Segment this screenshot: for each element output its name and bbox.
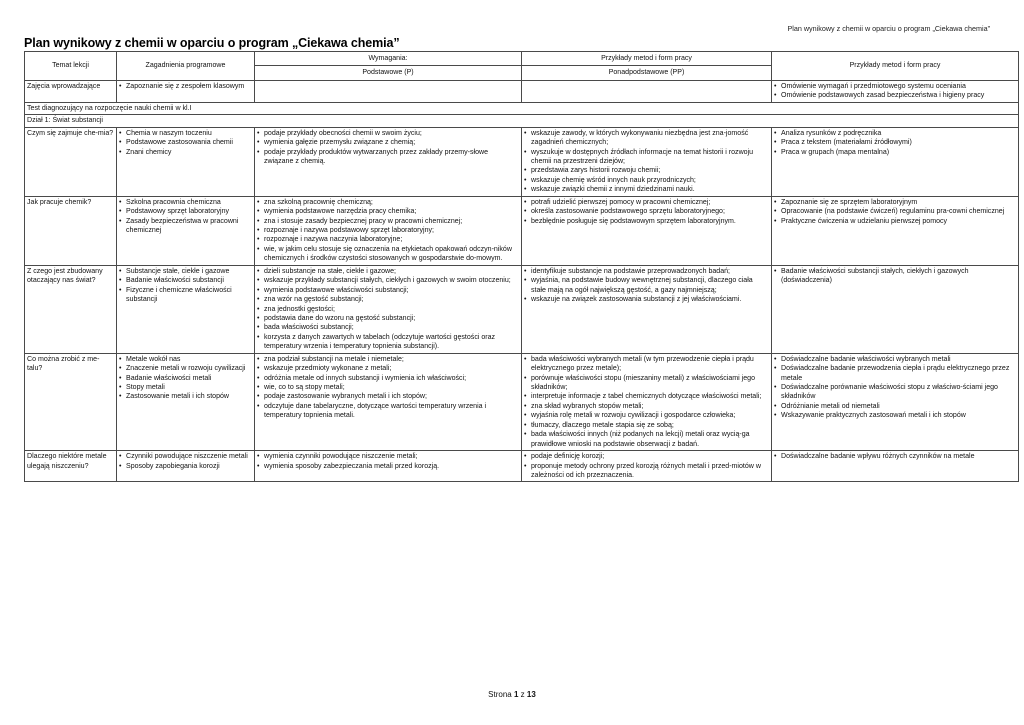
page-title: Plan wynikowy z chemii w oparciu o program „Ciekawa chemia” <box>24 36 400 50</box>
table-row <box>25 265 1019 353</box>
col-header-temat: Temat lekcji <box>25 52 117 81</box>
list-item: • Zastosowanie metali i ich stopów <box>119 392 252 401</box>
list-item: • Doświadczalne badanie wpływu różnych czynników na metale <box>774 452 1016 461</box>
list-item: • potrafi udzielić pierwszej pomocy w pracowni chemicznej; <box>524 198 769 207</box>
list-item: • wymienia podstawowe właściwości substancji; <box>257 286 519 295</box>
table-body-lessons <box>25 127 1019 482</box>
cell-p <box>255 127 522 196</box>
list-item: • wie, co to są stopy metali; <box>257 383 519 392</box>
list-item: • Podstawowe zastosowania chemii <box>119 138 252 147</box>
list-item: • Praca z tekstem (materiałami źródłowymi) <box>774 138 1016 147</box>
list-item: • zna skład wybranych stopów metali; <box>524 402 769 411</box>
list-item: • Zapoznanie się z zespołem klasowym <box>119 82 252 91</box>
list-item: • wie, w jakim celu stosuje się oznaczenia na etykietach opakowań odczyn-ników chemicznych i środków czystości stosowanych w gospodarstwie do-mowym. <box>257 245 519 264</box>
cell-p <box>255 451 522 482</box>
col-header-przyklady-right: Przykłady metod i form pracy <box>772 52 1019 81</box>
list-item: • Zasady bezpieczeństwa w pracowni chemicznej <box>119 217 252 236</box>
bullet-list <box>119 82 252 91</box>
cell-temat: Dlaczego niektóre metale ulegają niszczeniu? <box>25 451 117 482</box>
cell-temat: Co można zrobić z me-talu? <box>25 353 117 450</box>
bullet-list <box>119 355 252 402</box>
list-item: • wymienia podstawowe narzędzia pracy chemika; <box>257 207 519 216</box>
table-body-sections <box>25 102 1019 127</box>
list-item: • zna i stosuje zasady bezpiecznej pracy w pracowni chemicznej; <box>257 217 519 226</box>
list-item: • identyfikuje substancje na podstawie przeprowadzonych badań; <box>524 267 769 276</box>
list-item: • odróżnia metale od innych substancji i wymienia ich właściwości; <box>257 374 519 383</box>
cell-metody <box>772 196 1019 265</box>
list-item: • Badanie właściwości substancji stałych, ciekłych i gazowych (doświadczenia) <box>774 267 1016 286</box>
list-item: • porównuje właściwości stopu (mieszaniny metali) z właściwościami jego składników; <box>524 374 769 393</box>
bullet-list <box>524 452 769 480</box>
bullet-list <box>119 198 252 236</box>
list-item: • odczytuje dane tabelaryczne, dotyczące wartości temperatury wrzenia i temperatury topnienia metali. <box>257 402 519 421</box>
list-item: • wskazuje zawody, w których wykonywaniu niezbędna jest zna-jomość zagadnień chemicznych; <box>524 129 769 148</box>
bullet-list <box>257 198 519 264</box>
list-item: • Opracowanie (na podstawie ćwiczeń) regulaminu pra-cowni chemicznej <box>774 207 1016 216</box>
list-item: • zna szkolną pracownię chemiczną; <box>257 198 519 207</box>
bullet-list <box>774 452 1016 461</box>
list-item: • Szkolna pracownia chemiczna <box>119 198 252 207</box>
bullet-list <box>119 267 252 305</box>
list-item: • wyszukuje w dostępnych źródłach informacje na temat historii i rozwoju chemii na przestrzeni dziejów; <box>524 148 769 167</box>
list-item: • Omówienie podstawowych zasad bezpieczeństwa i higieny pracy <box>774 91 1016 100</box>
footer-page: 1 <box>513 690 519 699</box>
list-item: • podaje przykłady obecności chemii w swoim życiu; <box>257 129 519 138</box>
list-item: • bezbłędnie posługuje się podstawowym sprzętem laboratoryjnym. <box>524 217 769 226</box>
list-item: • Czynniki powodujące niszczenie metali <box>119 452 252 461</box>
bullet-list <box>257 129 519 167</box>
list-item: • określa zastosowanie podstawowego sprzętu laboratoryjnego; <box>524 207 769 216</box>
bullet-list <box>119 452 252 471</box>
cell-zagadnienia <box>117 451 255 482</box>
list-item: • zna podział substancji na metale i niemetale; <box>257 355 519 364</box>
cell-pp <box>522 353 772 450</box>
test-row <box>25 102 1019 114</box>
list-item: • tłumaczy, dlaczego metale stapia się ze sobą; <box>524 421 769 430</box>
cell-metody <box>772 353 1019 450</box>
bullet-list <box>524 129 769 195</box>
list-item: • proponuje metody ochrony przed korozją różnych metali i przed-miotów w zależności od ich przeznaczenia. <box>524 462 769 481</box>
cell-pp <box>522 127 772 196</box>
list-item: • wskazuje chemię wśród innych nauk przyrodniczych; <box>524 176 769 185</box>
cell-p <box>255 196 522 265</box>
table-row <box>25 451 1019 482</box>
cell-zagadnienia <box>117 196 255 265</box>
bullet-list <box>774 198 1016 226</box>
cell-metody <box>772 127 1019 196</box>
footer-total: 13 <box>526 690 536 699</box>
list-item: • wymienia sposoby zabezpieczania metali przed korozją. <box>257 462 519 471</box>
col-header-ponadpodstawowe: Ponadpodstawowe (PP) <box>522 66 772 80</box>
cell-metody <box>772 451 1019 482</box>
cell-pp <box>522 80 772 102</box>
col-header-wymagania: Wymagania: <box>255 52 522 66</box>
table-row <box>25 353 1019 450</box>
list-item: • interpretuje informacje z tabel chemicznych dotyczące właściwości metali; <box>524 392 769 401</box>
table-row <box>25 196 1019 265</box>
list-item: • przedstawia zarys historii rozwoju chemii; <box>524 166 769 175</box>
col-header-zagadnienia: Zagadnienia programowe <box>117 52 255 81</box>
table-row <box>25 80 1019 102</box>
footer-prefix: Strona <box>488 690 512 699</box>
list-item: • wskazuje związki chemii z innymi dziedzinami nauki. <box>524 185 769 194</box>
cell-temat: Z czego jest zbudowany otaczający nas świat? <box>25 265 117 353</box>
bullet-list <box>257 267 519 352</box>
list-item: • zna wzór na gęstość substancji; <box>257 295 519 304</box>
table-body-intro <box>25 80 1019 102</box>
list-item: • wskazuje przykłady substancji stałych, ciekłych i gazowych w swoim otoczeniu; <box>257 276 519 285</box>
list-item: • Analiza rysunków z podręcznika <box>774 129 1016 138</box>
cell-zagadnienia <box>117 127 255 196</box>
list-item: • zna jednostki gęstości; <box>257 305 519 314</box>
bullet-list <box>257 452 519 471</box>
list-item: • wymienia gałęzie przemysłu związane z chemią; <box>257 138 519 147</box>
cell-p <box>255 80 522 102</box>
list-item: • podaje przykłady produktów wytwarzanych przez zakłady przemy-słowe związane z chemią. <box>257 148 519 167</box>
list-item: • Znani chemicy <box>119 148 252 157</box>
list-item: • dzieli substancje na stałe, ciekłe i gazowe; <box>257 267 519 276</box>
col-header-przyklady-mid: Przykłady metod i form pracy <box>522 52 772 66</box>
cell-pp <box>522 196 772 265</box>
list-item: • Chemia w naszym toczeniu <box>119 129 252 138</box>
list-item: • wskazuje przedmioty wykonane z metali; <box>257 364 519 373</box>
list-item: • korzysta z danych zawartych w tabelach (odczytuje wartości gęstości oraz temperatury wrzenia i temperatury topnienia substancji). <box>257 333 519 352</box>
list-item: • bada właściwości wybranych metali (w tym przewodzenie ciepła i prądu elektrycznego przez metale); <box>524 355 769 374</box>
list-item: • Praca w grupach (mapa mentalna) <box>774 148 1016 157</box>
cell-p <box>255 265 522 353</box>
cell-metody <box>772 80 1019 102</box>
list-item: • Substancje stałe, ciekłe i gazowe <box>119 267 252 276</box>
running-header: Plan wynikowy z chemii w oparciu o program „Ciekawa chemia” <box>787 24 990 33</box>
cell-p <box>255 353 522 450</box>
list-item: • Metale wokół nas <box>119 355 252 364</box>
list-item: • Omówienie wymagań i przedmiotowego systemu oceniania <box>774 82 1016 91</box>
list-item: • Zapoznanie się ze sprzętem laboratoryjnym <box>774 198 1016 207</box>
bullet-list <box>119 129 252 157</box>
bullet-list <box>774 129 1016 157</box>
cell-temat: Zajęcia wprowadzające <box>25 80 117 102</box>
cell-zagadnienia <box>117 80 255 102</box>
list-item: • Badanie właściwości substancji <box>119 276 252 285</box>
test-row-cell: Test diagnozujący na rozpoczęcie nauki chemii w kl.I <box>25 102 1019 114</box>
list-item: • Podstawowy sprzęt laboratoryjny <box>119 207 252 216</box>
bullet-list <box>257 355 519 421</box>
list-item: • bada właściwości innych (niż podanych na lekcji) metali oraz wycią-ga prawidłowe wnioski na podstawie obserwacji z badań. <box>524 430 769 449</box>
col-header-podstawowe: Podstawowe (P) <box>255 66 522 80</box>
list-item: • Sposoby zapobiegania korozji <box>119 462 252 471</box>
section-heading: Dział 1: Świat substancji <box>25 115 1019 127</box>
page-footer <box>0 690 1024 699</box>
list-item: • wyjaśnia, na podstawie budowy wewnętrznej substancji, dlaczego ciała stałe mają na ogół największą gęstość, a gazy najmniejszą; <box>524 276 769 295</box>
list-item: • Doświadczalne porównanie właściwości stopu z właściwo-ściami jego składników <box>774 383 1016 402</box>
plan-table <box>24 51 1019 482</box>
list-item: • rozpoznaje i nazywa naczynia laboratoryjne; <box>257 235 519 244</box>
bullet-list <box>524 267 769 305</box>
list-item: • Badanie właściwości metali <box>119 374 252 383</box>
cell-pp <box>522 265 772 353</box>
list-item: • Odróżnianie metali od niemetali <box>774 402 1016 411</box>
cell-temat: Jak pracuje chemik? <box>25 196 117 265</box>
list-item: • podaje zastosowanie wybranych metali i ich stopów; <box>257 392 519 401</box>
bullet-list <box>524 355 769 449</box>
list-item: • wskazuje na związek zastosowania substancji z jej właściwościami. <box>524 295 769 304</box>
list-item: • Fizyczne i chemiczne właściwości substancji <box>119 286 252 305</box>
list-item: • podstawia dane do wzoru na gęstość substancji; <box>257 314 519 323</box>
list-item: • Wskazywanie praktycznych zastosowań metali i ich stopów <box>774 411 1016 420</box>
cell-metody <box>772 265 1019 353</box>
list-item: • wyjaśnia rolę metali w rozwoju cywilizacji i gospodarce człowieka; <box>524 411 769 420</box>
bullet-list <box>774 355 1016 421</box>
list-item: • Doświadczalne badanie właściwości wybranych metali <box>774 355 1016 364</box>
list-item: • podaje definicję korozji; <box>524 452 769 461</box>
cell-zagadnienia <box>117 265 255 353</box>
list-item: • Stopy metali <box>119 383 252 392</box>
bullet-list <box>774 82 1016 101</box>
table-row <box>25 127 1019 196</box>
list-item: • Znaczenie metali w rozwoju cywilizacji <box>119 364 252 373</box>
footer-sep: z <box>520 690 525 699</box>
list-item: • rozpoznaje i nazywa podstawowy sprzęt laboratoryjny; <box>257 226 519 235</box>
section-row <box>25 115 1019 127</box>
cell-zagadnienia <box>117 353 255 450</box>
list-item: • bada właściwości substancji; <box>257 323 519 332</box>
list-item: • wymienia czynniki powodujące niszczenie metali; <box>257 452 519 461</box>
list-item: • Praktyczne ćwiczenia w udzielaniu pierwszej pomocy <box>774 217 1016 226</box>
cell-pp <box>522 451 772 482</box>
cell-temat: Czym się zajmuje che-mia? <box>25 127 117 196</box>
bullet-list <box>524 198 769 226</box>
bullet-list <box>774 267 1016 286</box>
list-item: • Doświadczalne badanie przewodzenia ciepła i prądu elektrycznego przez metale <box>774 364 1016 383</box>
